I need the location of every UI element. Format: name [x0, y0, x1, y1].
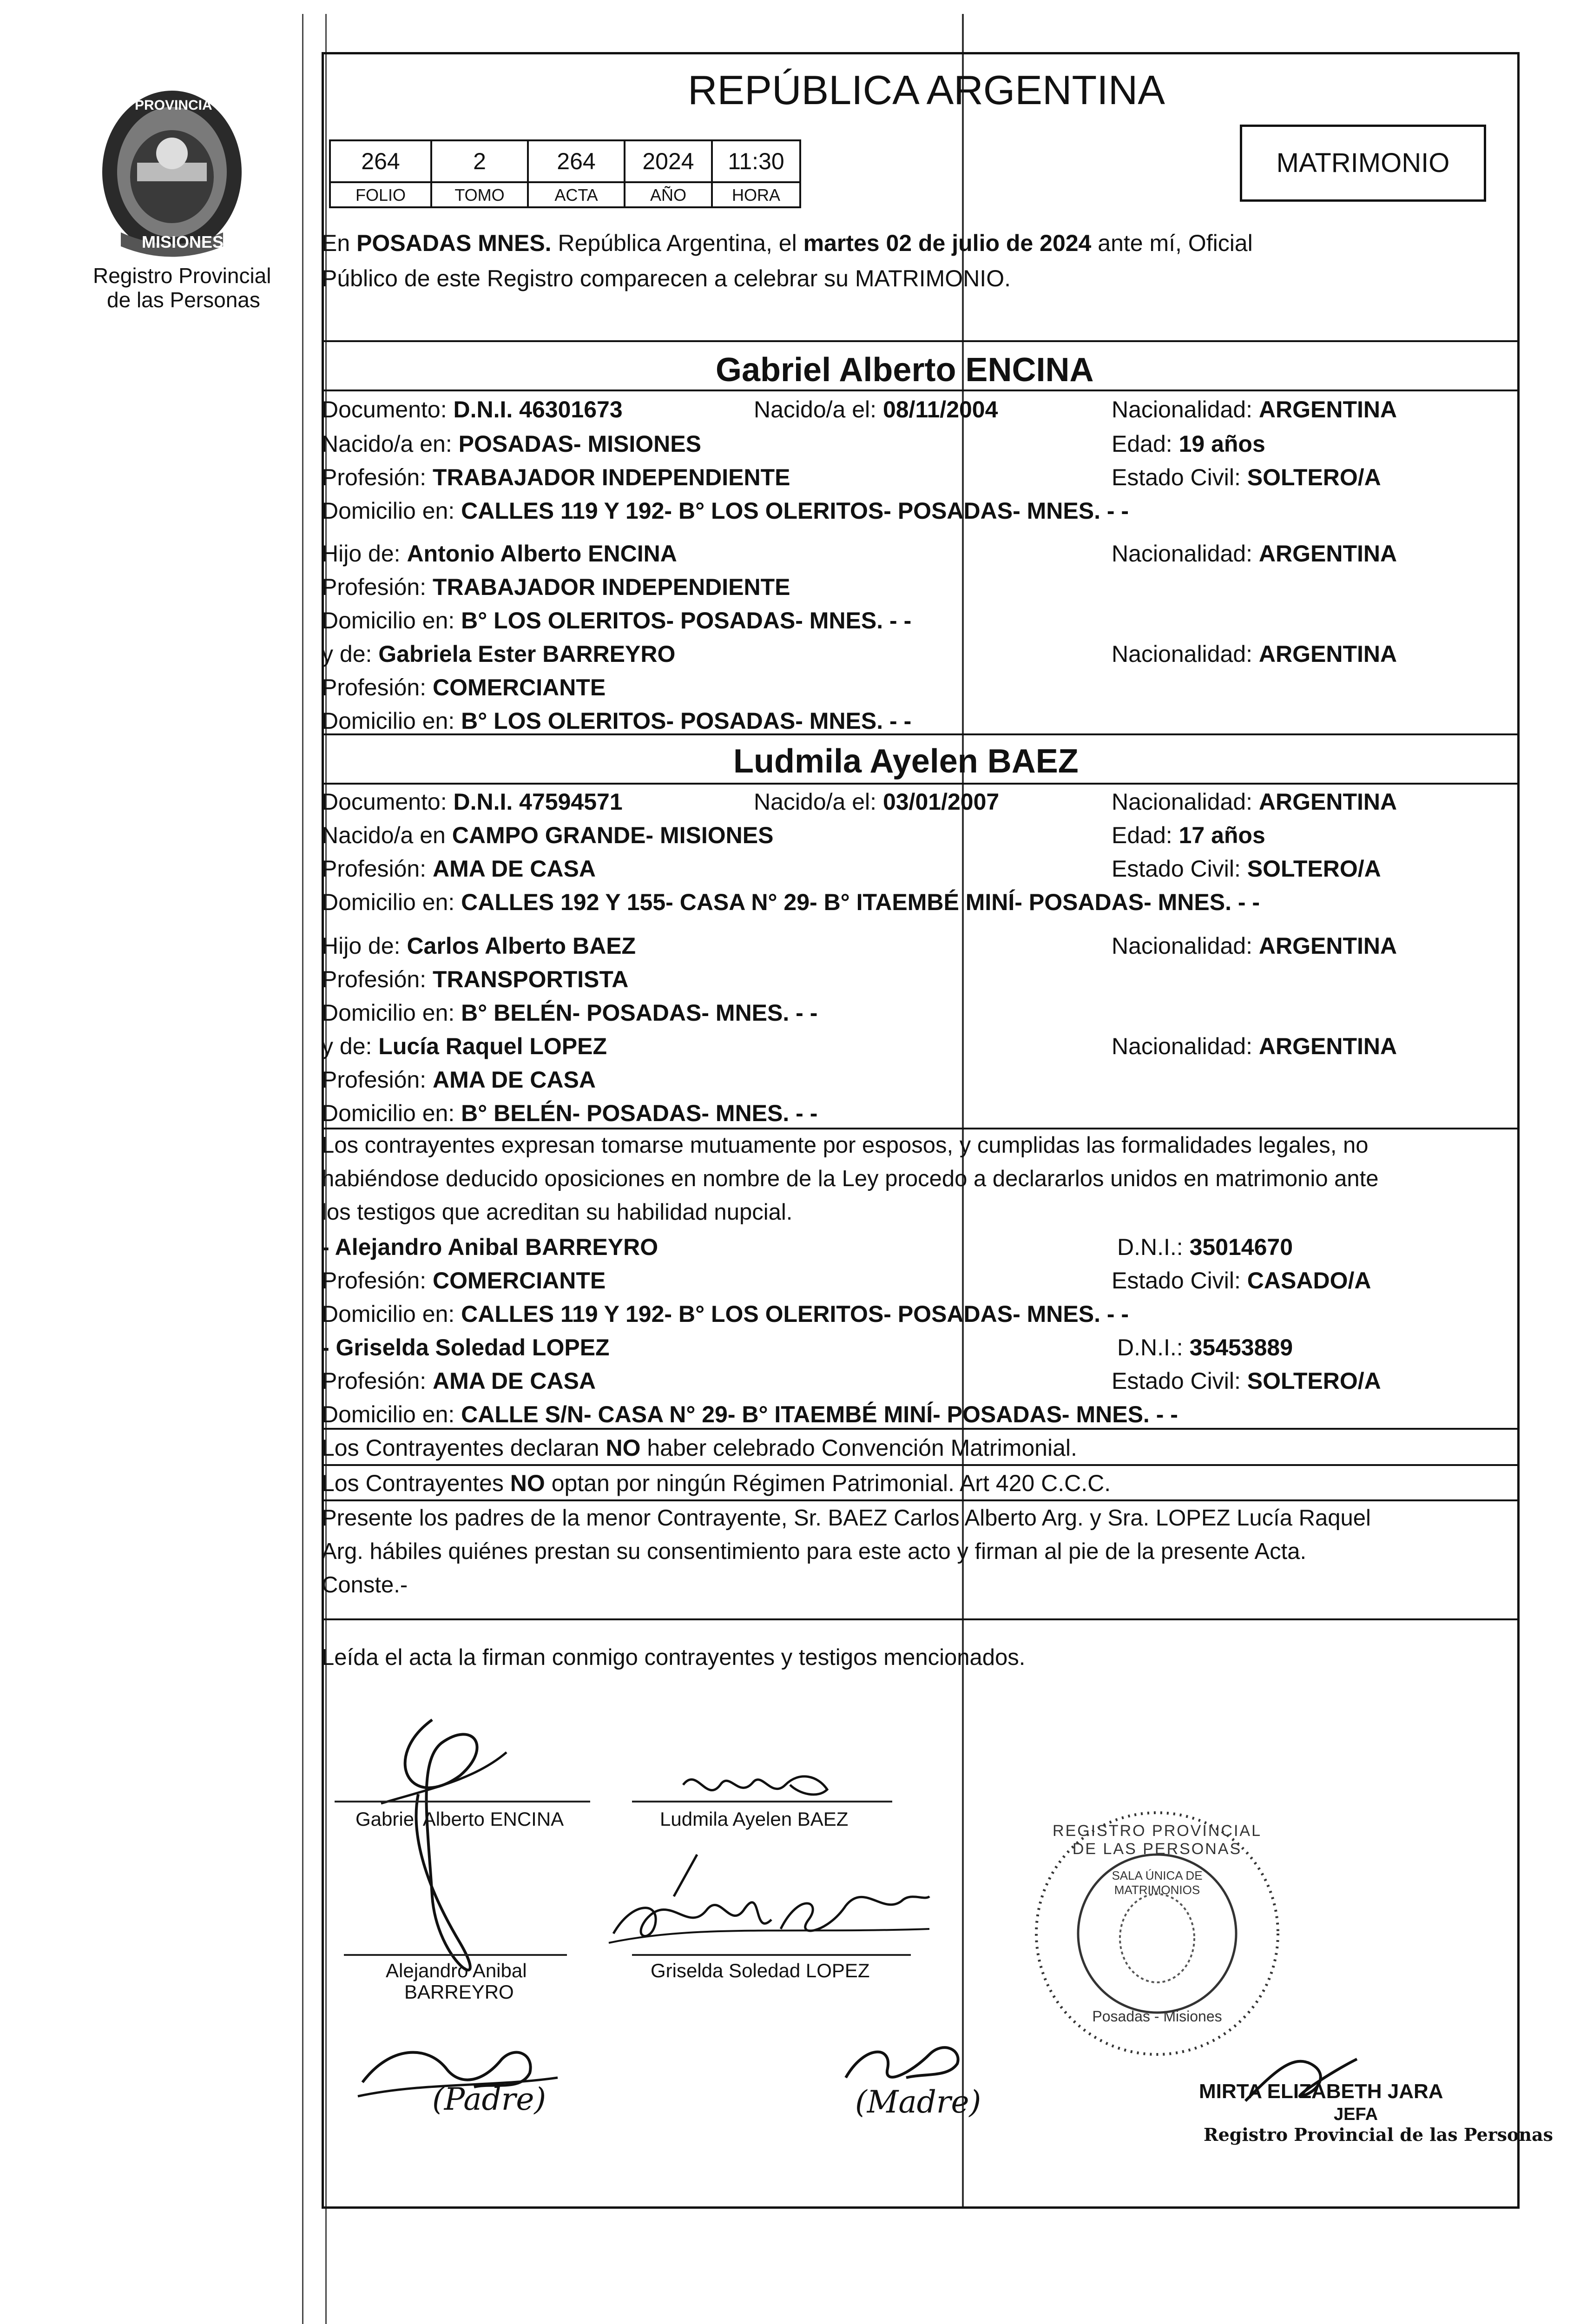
groom-addr-value: CALLES 119 Y 192- B° LOS OLERITOS- POSADAS- MNES. - -: [461, 498, 1129, 524]
groom-mother-profession: [322, 676, 606, 699]
declaration-line2: habiéndose deducido oposiciones en nombre de la Ley procedo a declararlos unidos en matrimonio ante: [322, 1166, 1379, 1191]
margin-line-left: [302, 14, 303, 2324]
record-box-folio: [329, 139, 432, 208]
label: Nacionalidad:: [1112, 396, 1259, 423]
intro-place: POSADAS MNES.: [356, 230, 552, 256]
bride-born: [754, 790, 999, 813]
bride-doc: [322, 790, 623, 813]
bride-address: [322, 891, 1260, 914]
groom-header-rule: [322, 390, 1520, 391]
groom-father-profession: [322, 575, 790, 599]
official-signature: [1236, 2045, 1376, 2110]
label: D.N.I.:: [1117, 1334, 1190, 1360]
official-stamp: [1027, 1803, 1287, 2064]
bride-mother-address: [322, 1102, 817, 1125]
record-box-hora: [711, 139, 801, 208]
label: Profesión:: [322, 1368, 433, 1394]
label: Hijo de:: [322, 933, 407, 959]
value: B° LOS OLERITOS- POSADAS- MNES. - -: [461, 607, 912, 634]
label: Nacionalidad:: [1112, 789, 1259, 815]
value: Lucía Raquel LOPEZ: [378, 1033, 607, 1059]
text: optan por ningún Régimen Patrimonial. Art 420 C.C.C.: [545, 1470, 1111, 1496]
groom-signature-line: [335, 1801, 590, 1802]
value: 35014670: [1189, 1234, 1293, 1260]
groom-profession: [322, 466, 790, 489]
logo-ring-top: PROVINCIA DE: [135, 98, 235, 113]
groom-age-value: 19 años: [1178, 431, 1265, 457]
groom-father-name: Antonio Alberto ENCINA: [407, 541, 677, 567]
consent-line2: Arg. hábiles quiénes prestan su consentimiento para este acto y firman al pie de la presente Acta.: [322, 1539, 1307, 1564]
label: Profesión:: [322, 674, 433, 700]
value: ARGENTINA: [1258, 789, 1397, 815]
groom-section-top: [322, 340, 1520, 342]
emphasis: NO: [510, 1470, 545, 1496]
logo-caption-line2: de las Personas: [107, 288, 260, 312]
stamp-inner-text: SALA ÚNICA DE MATRIMONIOS: [1112, 1868, 1203, 1897]
bride-father-nationality: [1112, 934, 1397, 957]
bride-mother-profession: [322, 1068, 596, 1091]
groom-nat-value: ARGENTINA: [1258, 396, 1397, 423]
text: Los Contrayentes declaran: [322, 1435, 606, 1461]
value: 35453889: [1189, 1334, 1293, 1360]
groom-father-address: [322, 609, 911, 632]
bride-header-rule: [322, 783, 1520, 785]
father-signature-note: (Padre): [432, 2081, 546, 2117]
emphasis: NO: [606, 1435, 641, 1461]
bride-father-profession: [322, 968, 628, 991]
record-box-label: FOLIO: [331, 181, 430, 207]
witness2-address: [322, 1403, 1178, 1426]
value: ARGENTINA: [1258, 1033, 1397, 1059]
intro-post: ante mí, Oficial: [1091, 230, 1253, 256]
consent-line3: Conste.-: [322, 1572, 408, 1598]
label: Edad:: [1112, 822, 1179, 848]
value: ARGENTINA: [1258, 641, 1397, 667]
record-box-label: TOMO: [432, 181, 527, 207]
value: B° BELÉN- POSADAS- MNES. - -: [461, 1100, 818, 1126]
official-title: JEFA: [1334, 2105, 1378, 2124]
label: Nacido/a en:: [322, 431, 459, 457]
convention-line2: [322, 1472, 1111, 1495]
mother-signature-note: (Madre): [855, 2084, 981, 2120]
label: Estado Civil:: [1112, 856, 1247, 882]
label: Nacionalidad:: [1112, 933, 1259, 959]
value: AMA DE CASA: [433, 856, 596, 882]
label: y de:: [322, 1033, 379, 1059]
witness2-profession: [322, 1369, 596, 1393]
official-name: MIRTA ELIZABETH JARA: [1199, 2080, 1443, 2103]
value: CALLE S/N- CASA N° 29- B° ITAEMBÉ MINÍ- POSADAS- MNES. - -: [461, 1401, 1178, 1427]
record-box-label: AÑO: [625, 181, 711, 207]
value: SOLTERO/A: [1247, 856, 1381, 882]
record-box-ano: [624, 139, 713, 208]
bride-birthdate: 03/01/2007: [882, 789, 1000, 815]
groom-civil: [1112, 466, 1381, 489]
declaration-rule: [322, 1128, 1520, 1129]
province-logo: [93, 84, 251, 260]
value: CAMPO GRANDE- MISIONES: [452, 822, 774, 848]
label: Edad:: [1112, 431, 1179, 457]
label: Estado Civil:: [1112, 1368, 1247, 1394]
value: COMERCIANTE: [433, 1268, 606, 1294]
record-box-label: HORA: [713, 181, 799, 207]
value: TRABAJADOR INDEPENDIENTE: [433, 574, 790, 600]
witness1-name: - Alejandro Anibal BARREYRO: [322, 1234, 658, 1260]
record-box-tomo: [430, 139, 529, 208]
witness1-signature-label-1: Alejandro Anibal: [386, 1960, 527, 1981]
groom-mother: [322, 642, 675, 666]
bride-dni: D.N.I. 47594571: [453, 789, 623, 815]
label: Domicilio en:: [322, 1000, 461, 1026]
value: CALLES 119 Y 192- B° LOS OLERITOS- POSADAS- MNES. - -: [461, 1301, 1129, 1327]
label: Hijo de:: [322, 541, 407, 567]
witness1-address: [322, 1302, 1129, 1326]
label: Documento:: [322, 789, 454, 815]
groom-age: [1112, 432, 1265, 456]
label: Profesión:: [322, 1067, 433, 1093]
groom-mother-nationality: [1112, 642, 1397, 666]
value: SOLTERO/A: [1247, 1368, 1381, 1394]
label: Documento:: [322, 396, 454, 423]
witness2-signature-line: [632, 1954, 911, 1956]
groom-name: Gabriel Alberto ENCINA: [716, 351, 1094, 389]
value: B° BELÉN- POSADAS- MNES. - -: [461, 1000, 818, 1026]
label: Domicilio en:: [322, 1100, 461, 1126]
logo-ring-bottom: MISIONES: [142, 232, 224, 251]
record-type-box: [1240, 125, 1486, 202]
intro-pre: En: [322, 230, 357, 256]
convention-rule: [322, 1428, 1520, 1430]
stamp-bottom-text: Posadas - Misiones: [1092, 2008, 1222, 2025]
label: Nacionalidad:: [1112, 1033, 1259, 1059]
value: ARGENTINA: [1258, 541, 1397, 567]
declaration-line3: los testigos que acreditan su habilidad nupcial.: [322, 1200, 793, 1225]
label: Nacido/a el:: [754, 789, 883, 815]
country-title: REPÚBLICA ARGENTINA: [688, 67, 1165, 113]
witness1-signature-line: [344, 1954, 567, 1956]
bride-section-top: [322, 733, 1520, 735]
label: Nacido/a en: [322, 822, 452, 848]
groom-father-nationality: [1112, 542, 1397, 565]
bride-signature: [678, 1757, 836, 1813]
record-box-value: 2024: [642, 148, 694, 174]
bride-father: [322, 934, 636, 957]
groom-prof-value: TRABAJADOR INDEPENDIENTE: [433, 464, 790, 490]
mother-signature: [836, 2027, 976, 2092]
record-box-acta: [527, 139, 625, 208]
label: Domicilio en:: [322, 1401, 461, 1427]
label: Domicilio en:: [322, 708, 461, 734]
groom-place-value: POSADAS- MISIONES: [458, 431, 701, 457]
witness2-civil: [1112, 1369, 1381, 1393]
consent-line1: Presente los padres de la menor Contrayente, Sr. BAEZ Carlos Alberto Arg. y Sra. LOPEZ Lucía Raquel: [322, 1505, 1371, 1531]
record-box-value: 11:30: [728, 148, 784, 174]
bride-mother-nationality: [1112, 1035, 1397, 1058]
intro-date: martes 02 de julio de 2024: [803, 230, 1092, 256]
witness2-name: - Griselda Soledad LOPEZ: [322, 1334, 610, 1360]
bride-father-address: [322, 1001, 817, 1024]
witness1-civil: [1112, 1269, 1371, 1292]
groom-father: [322, 542, 677, 565]
witness2-dni: [1117, 1336, 1293, 1359]
convention-line1: [322, 1436, 1077, 1459]
value: CASADO/A: [1247, 1268, 1371, 1294]
value: Carlos Alberto BAEZ: [407, 933, 636, 959]
official-org: Registro Provincial de las Personas: [1204, 2124, 1554, 2145]
groom-signature-label: Gabriel Alberto ENCINA: [356, 1808, 564, 1830]
value: TRANSPORTISTA: [433, 966, 629, 992]
groom-nationality: [1112, 398, 1397, 421]
bride-signature-label: Ludmila Ayelen BAEZ: [660, 1808, 849, 1830]
witness1-profession: [322, 1269, 606, 1292]
witness2-signature: [604, 1841, 939, 1961]
label: Profesión:: [322, 856, 433, 882]
witness2-signature-label: Griselda Soledad LOPEZ: [651, 1960, 870, 1981]
bride-name: Ludmila Ayelen BAEZ: [733, 743, 1079, 780]
text: Los Contrayentes: [322, 1470, 510, 1496]
groom-dni: D.N.I. 46301673: [453, 396, 623, 423]
stamp-ring-text: REGISTRO PROVINCIAL DE LAS PERSONAS: [1053, 1822, 1262, 1858]
label: Nacionalidad:: [1112, 641, 1259, 667]
label: Nacido/a el:: [754, 396, 883, 423]
label: Nacionalidad:: [1112, 541, 1259, 567]
label: Profesión:: [322, 1268, 433, 1294]
value: 17 años: [1178, 822, 1265, 848]
label: Profesión:: [322, 966, 433, 992]
groom-birthdate: 08/11/2004: [882, 396, 998, 423]
groom-mother-name: Gabriela Ester BARREYRO: [378, 641, 676, 667]
label: Estado Civil:: [1112, 464, 1247, 490]
record-box-value: 264: [557, 148, 596, 174]
groom-doc: [322, 398, 623, 421]
groom-civil-value: SOLTERO/A: [1247, 464, 1381, 490]
value: CALLES 192 Y 155- CASA N° 29- B° ITAEMBÉ MINÍ- POSADAS- MNES. - -: [461, 889, 1260, 915]
groom-address: [322, 499, 1129, 522]
record-box-label: ACTA: [529, 181, 624, 207]
closing-text: Leída el acta la firman conmigo contrayentes y testigos mencionados.: [322, 1645, 1026, 1670]
groom-birthplace: [322, 432, 701, 456]
label: D.N.I.:: [1117, 1234, 1190, 1260]
bride-age: [1112, 824, 1265, 847]
intro-line1: [322, 231, 1253, 255]
intro-line2: Público de este Registro comparecen a celebrar su MATRIMONIO.: [322, 265, 1011, 291]
bride-birthplace: [322, 824, 773, 847]
groom-born: [754, 398, 998, 421]
closing-rule: [322, 1618, 1520, 1620]
consent-rule: [322, 1499, 1520, 1501]
witness1-signature-label-2: BARREYRO: [404, 1981, 514, 2003]
text: haber celebrado Convención Matrimonial.: [640, 1435, 1077, 1461]
bride-civil: [1112, 857, 1381, 880]
label: Domicilio en:: [322, 498, 461, 524]
bride-profession: [322, 857, 596, 880]
label: Profesión:: [322, 574, 433, 600]
bride-signature-line: [632, 1801, 892, 1802]
label: Domicilio en:: [322, 889, 461, 915]
record-type: MATRIMONIO: [1276, 148, 1450, 178]
label: Profesión:: [322, 464, 433, 490]
intro-mid: República Argentina, el: [551, 230, 803, 256]
witness1-dni: [1117, 1235, 1293, 1259]
label: Estado Civil:: [1112, 1268, 1247, 1294]
value: AMA DE CASA: [433, 1368, 596, 1394]
groom-mother-address: [322, 709, 911, 733]
record-box-value: 2: [473, 148, 486, 174]
record-box-value: 264: [361, 148, 400, 174]
label: Domicilio en:: [322, 1301, 461, 1327]
value: COMERCIANTE: [433, 674, 606, 700]
label: y de:: [322, 641, 379, 667]
value: ARGENTINA: [1258, 933, 1397, 959]
value: B° LOS OLERITOS- POSADAS- MNES. - -: [461, 708, 912, 734]
bride-nationality: [1112, 790, 1397, 813]
declaration-line1: Los contrayentes expresan tomarse mutuamente por esposos, y cumplidas las formalidades legales, no: [322, 1133, 1369, 1158]
convention-mid-rule: [322, 1464, 1520, 1466]
bride-mother: [322, 1035, 607, 1058]
logo-caption-line1: Registro Provincial: [93, 264, 271, 288]
label: Domicilio en:: [322, 607, 461, 634]
value: AMA DE CASA: [433, 1067, 596, 1093]
